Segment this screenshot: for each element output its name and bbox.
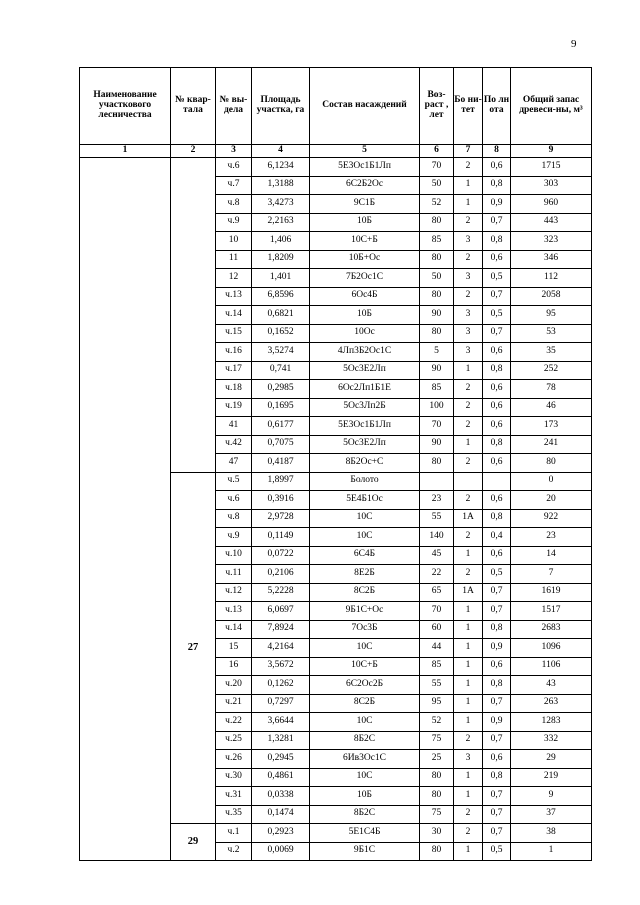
age-cell: 75 [420,805,454,824]
composition-cell: 8Б2Ос+С [310,454,420,473]
density-cell: 0,6 [483,158,511,177]
bonitet-cell: 1 [454,787,483,806]
density-cell: 0,6 [483,454,511,473]
bonitet-cell: 2 [454,565,483,584]
density-cell: 0,6 [483,380,511,399]
bonitet-cell: 1А [454,583,483,602]
volume-cell: 20 [511,491,592,510]
age-cell: 50 [420,176,454,195]
density-cell: 0,8 [483,509,511,528]
area-cell: 0,1652 [252,324,310,343]
density-cell: 0,7 [483,213,511,232]
header-bonitet: Бо ни-тет [454,68,483,145]
age-cell: 80 [420,454,454,473]
area-cell: 0,741 [252,361,310,380]
volume-cell: 1106 [511,657,592,676]
volume-cell: 346 [511,250,592,269]
area-cell: 1,8997 [252,472,310,491]
density-cell: 0,6 [483,343,511,362]
density-cell: 0,7 [483,602,511,621]
composition-cell: 10С+Б [310,657,420,676]
quarter-cell: 29 [171,824,216,861]
age-cell: 55 [420,509,454,528]
density-cell: 0,7 [483,805,511,824]
bonitet-cell: 2 [454,213,483,232]
area-cell: 0,7075 [252,435,310,454]
composition-cell: 6С2Б2Ос [310,176,420,195]
volume-cell: 95 [511,306,592,325]
age-cell: 70 [420,417,454,436]
column-number: 4 [252,145,310,158]
bonitet-cell: 2 [454,731,483,750]
bonitet-cell: 2 [454,287,483,306]
density-cell: 0,4 [483,528,511,547]
plot-number-cell: ч.16 [216,343,252,362]
composition-cell: Болото [310,472,420,491]
bonitet-cell: 2 [454,528,483,547]
bonitet-cell: 1 [454,639,483,658]
density-cell: 0,5 [483,842,511,861]
age-cell: 55 [420,676,454,695]
area-cell: 0,0069 [252,842,310,861]
header-quarter: № квар-тала [171,68,216,145]
bonitet-cell: 2 [454,454,483,473]
composition-cell: 5Е3Ос1Б1Лп [310,158,420,177]
composition-cell: 5Е1С4Б [310,824,420,843]
age-cell: 95 [420,694,454,713]
bonitet-cell: 2 [454,417,483,436]
composition-cell: 5Ос3Е2Лп [310,361,420,380]
age-cell: 22 [420,565,454,584]
plot-number-cell: ч.26 [216,750,252,769]
header-volume: Общий запас древеси-ны, м³ [511,68,592,145]
area-cell: 1,3188 [252,176,310,195]
bonitet-cell: 1 [454,361,483,380]
forest-inventory-table [79,67,592,861]
density-cell: 0,8 [483,232,511,251]
area-cell: 2,2163 [252,213,310,232]
plot-number-cell: ч.6 [216,158,252,177]
volume-cell: 53 [511,324,592,343]
density-cell: 0,8 [483,361,511,380]
plot-number-cell: ч.17 [216,361,252,380]
volume-cell: 43 [511,676,592,695]
plot-number-cell: 12 [216,269,252,288]
plot-number-cell: ч.30 [216,768,252,787]
plot-number-cell: ч.13 [216,287,252,306]
composition-cell: 9Б1С+Ос [310,602,420,621]
volume-cell: 263 [511,694,592,713]
bonitet-cell: 2 [454,250,483,269]
age-cell: 52 [420,195,454,214]
plot-number-cell: ч.11 [216,565,252,584]
area-cell: 7,8924 [252,620,310,639]
composition-cell: 10Б+Ос [310,250,420,269]
composition-cell: 8Б2С [310,805,420,824]
area-cell: 0,4861 [252,768,310,787]
column-number: 2 [171,145,216,158]
plot-number-cell: ч.12 [216,583,252,602]
header-plot: № вы-дела [216,68,252,145]
bonitet-cell: 2 [454,491,483,510]
plot-number-cell: ч.8 [216,195,252,214]
density-cell: 0,7 [483,287,511,306]
volume-cell: 37 [511,805,592,824]
age-cell: 85 [420,657,454,676]
composition-cell: 10С [310,713,420,732]
composition-cell: 7Ос3Б [310,620,420,639]
plot-number-cell: ч.9 [216,528,252,547]
composition-cell: 10С [310,639,420,658]
column-number: 6 [420,145,454,158]
area-cell: 1,401 [252,269,310,288]
volume-cell: 1517 [511,602,592,621]
age-cell: 70 [420,158,454,177]
volume-cell: 112 [511,269,592,288]
area-cell: 0,6177 [252,417,310,436]
density-cell: 0,5 [483,306,511,325]
age-cell: 30 [420,824,454,843]
area-cell: 0,2923 [252,824,310,843]
header-row [80,68,592,145]
area-cell: 0,2985 [252,380,310,399]
column-number-row [80,145,592,158]
bonitet-cell: 1 [454,842,483,861]
age-cell: 80 [420,213,454,232]
bonitet-cell: 1 [454,195,483,214]
age-cell: 52 [420,713,454,732]
bonitet-cell: 1А [454,509,483,528]
density-cell: 0,9 [483,195,511,214]
volume-cell: 219 [511,768,592,787]
density-cell: 0,9 [483,713,511,732]
bonitet-cell: 1 [454,620,483,639]
volume-cell: 922 [511,509,592,528]
plot-number-cell: ч.18 [216,380,252,399]
area-cell: 6,0697 [252,602,310,621]
density-cell: 0,8 [483,768,511,787]
composition-cell: 5Ос3Е2Лп [310,435,420,454]
bonitet-cell: 1 [454,657,483,676]
volume-cell: 9 [511,787,592,806]
column-number: 9 [511,145,592,158]
volume-cell: 7 [511,565,592,584]
column-number: 7 [454,145,483,158]
plot-number-cell: 41 [216,417,252,436]
composition-cell: 6С4Б [310,546,420,565]
volume-cell: 38 [511,824,592,843]
plot-number-cell: ч.21 [216,694,252,713]
bonitet-cell: 1 [454,176,483,195]
age-cell: 80 [420,287,454,306]
area-cell: 6,1234 [252,158,310,177]
bonitet-cell: 1 [454,676,483,695]
age-cell: 140 [420,528,454,547]
area-cell: 3,6644 [252,713,310,732]
volume-cell: 23 [511,528,592,547]
plot-number-cell: ч.25 [216,731,252,750]
area-cell: 2,9728 [252,509,310,528]
age-cell: 90 [420,361,454,380]
age-cell: 80 [420,768,454,787]
composition-cell: 10С [310,528,420,547]
composition-cell: 6Ив3Ос1С [310,750,420,769]
plot-number-cell: ч.9 [216,213,252,232]
bonitet-cell: 1 [454,713,483,732]
plot-number-cell: ч.13 [216,602,252,621]
volume-cell: 1619 [511,583,592,602]
age-cell: 44 [420,639,454,658]
volume-cell: 0 [511,472,592,491]
age-cell: 90 [420,306,454,325]
plot-number-cell: ч.7 [216,176,252,195]
quarter-cell [171,158,216,473]
volume-cell: 960 [511,195,592,214]
area-cell: 1,8209 [252,250,310,269]
area-cell: 0,4187 [252,454,310,473]
plot-number-cell: ч.15 [216,324,252,343]
age-cell: 80 [420,787,454,806]
header-area: Площадь участка, га [252,68,310,145]
area-cell: 0,1149 [252,528,310,547]
density-cell: 0,8 [483,676,511,695]
age-cell: 90 [420,435,454,454]
volume-cell: 1096 [511,639,592,658]
composition-cell: 8Е2Б [310,565,420,584]
bonitet-cell: 2 [454,398,483,417]
volume-cell: 80 [511,454,592,473]
density-cell: 0,7 [483,694,511,713]
area-cell: 3,5274 [252,343,310,362]
volume-cell: 2058 [511,287,592,306]
plot-number-cell: ч.8 [216,509,252,528]
column-number: 5 [310,145,420,158]
bonitet-cell: 1 [454,602,483,621]
composition-cell: 4Лп3Б2Ос1С [310,343,420,362]
header-age: Воз-раст , лет [420,68,454,145]
composition-cell: 10Б [310,213,420,232]
plot-number-cell: ч.35 [216,805,252,824]
density-cell: 0,7 [483,731,511,750]
density-cell: 0,8 [483,435,511,454]
area-cell: 1,3281 [252,731,310,750]
age-cell: 23 [420,491,454,510]
composition-cell: 6Ос4Б [310,287,420,306]
area-cell: 3,5672 [252,657,310,676]
area-cell: 0,2106 [252,565,310,584]
age-cell: 70 [420,602,454,621]
composition-cell: 8С2Б [310,694,420,713]
plot-number-cell: ч.19 [216,398,252,417]
volume-cell: 332 [511,731,592,750]
composition-cell: 6Ос2Лп1Б1Е [310,380,420,399]
bonitet-cell: 3 [454,232,483,251]
density-cell: 0,6 [483,398,511,417]
age-cell: 25 [420,750,454,769]
composition-cell: 10С [310,768,420,787]
plot-number-cell: 47 [216,454,252,473]
age-cell: 85 [420,232,454,251]
bonitet-cell [454,472,483,491]
composition-cell: 9С1Б [310,195,420,214]
volume-cell: 443 [511,213,592,232]
plot-number-cell: ч.1 [216,824,252,843]
density-cell: 0,5 [483,269,511,288]
area-cell: 0,0338 [252,787,310,806]
table-body [80,158,592,861]
density-cell: 0,7 [483,324,511,343]
bonitet-cell: 3 [454,306,483,325]
bonitet-cell: 1 [454,694,483,713]
area-cell: 0,7297 [252,694,310,713]
composition-cell: 5Е3Ос1Б1Лп [310,417,420,436]
age-cell: 75 [420,731,454,750]
density-cell: 0,6 [483,750,511,769]
area-cell: 0,6821 [252,306,310,325]
plot-number-cell: ч.22 [216,713,252,732]
age-cell: 60 [420,620,454,639]
composition-cell: 10С+Б [310,232,420,251]
density-cell [483,472,511,491]
volume-cell: 323 [511,232,592,251]
density-cell: 0,8 [483,176,511,195]
volume-cell: 78 [511,380,592,399]
area-cell: 0,0722 [252,546,310,565]
density-cell: 0,6 [483,657,511,676]
area-cell: 0,1474 [252,805,310,824]
composition-cell: 5Ос3Лп2Б [310,398,420,417]
plot-number-cell: ч.2 [216,842,252,861]
volume-cell: 1715 [511,158,592,177]
age-cell [420,472,454,491]
age-cell: 65 [420,583,454,602]
plot-number-cell: 15 [216,639,252,658]
column-number: 8 [483,145,511,158]
area-cell: 0,2945 [252,750,310,769]
bonitet-cell: 1 [454,435,483,454]
composition-cell: 10Ос [310,324,420,343]
header-composition: Состав насаждений [310,68,420,145]
volume-cell: 2683 [511,620,592,639]
volume-cell: 173 [511,417,592,436]
bonitet-cell: 2 [454,824,483,843]
forestry-name-cell [80,158,171,861]
area-cell: 0,1262 [252,676,310,695]
age-cell: 45 [420,546,454,565]
plot-number-cell: ч.14 [216,620,252,639]
table-row [80,158,592,177]
composition-cell: 10Б [310,306,420,325]
area-cell: 0,3916 [252,491,310,510]
volume-cell: 29 [511,750,592,769]
age-cell: 80 [420,324,454,343]
age-cell: 100 [420,398,454,417]
composition-cell: 10С [310,509,420,528]
plot-number-cell: ч.10 [216,546,252,565]
density-cell: 0,8 [483,620,511,639]
density-cell: 0,7 [483,583,511,602]
composition-cell: 8Б2С [310,731,420,750]
plot-number-cell: 10 [216,232,252,251]
plot-number-cell: ч.14 [216,306,252,325]
plot-number-cell: ч.20 [216,676,252,695]
bonitet-cell: 2 [454,158,483,177]
composition-cell: 6С2Ос2Б [310,676,420,695]
bonitet-cell: 3 [454,343,483,362]
density-cell: 0,6 [483,546,511,565]
plot-number-cell: 11 [216,250,252,269]
density-cell: 0,7 [483,787,511,806]
area-cell: 4,2164 [252,639,310,658]
plot-number-cell: ч.6 [216,491,252,510]
composition-cell: 5Е4Б1Ос [310,491,420,510]
age-cell: 5 [420,343,454,362]
page-number: 9 [571,38,577,50]
quarter-cell: 27 [171,472,216,824]
age-cell: 80 [420,842,454,861]
composition-cell: 10Б [310,787,420,806]
density-cell: 0,6 [483,250,511,269]
column-number: 1 [80,145,171,158]
bonitet-cell: 3 [454,269,483,288]
density-cell: 0,9 [483,639,511,658]
density-cell: 0,6 [483,417,511,436]
column-number: 3 [216,145,252,158]
bonitet-cell: 1 [454,768,483,787]
plot-number-cell: 16 [216,657,252,676]
area-cell: 5,2228 [252,583,310,602]
volume-cell: 46 [511,398,592,417]
volume-cell: 1 [511,842,592,861]
volume-cell: 1283 [511,713,592,732]
bonitet-cell: 3 [454,324,483,343]
density-cell: 0,6 [483,491,511,510]
bonitet-cell: 1 [454,546,483,565]
composition-cell: 8С2Б [310,583,420,602]
bonitet-cell: 2 [454,380,483,399]
volume-cell: 14 [511,546,592,565]
age-cell: 50 [420,269,454,288]
bonitet-cell: 3 [454,750,483,769]
header-density: По лн ота [483,68,511,145]
density-cell: 0,5 [483,565,511,584]
area-cell: 3,4273 [252,195,310,214]
age-cell: 80 [420,250,454,269]
age-cell: 85 [420,380,454,399]
area-cell: 0,1695 [252,398,310,417]
area-cell: 1,406 [252,232,310,251]
header-forestry-name: Наименование участкового лесничества [80,68,171,145]
plot-number-cell: ч.42 [216,435,252,454]
plot-number-cell: ч.31 [216,787,252,806]
volume-cell: 241 [511,435,592,454]
composition-cell: 9Б1С [310,842,420,861]
density-cell: 0,7 [483,824,511,843]
area-cell: 6,8596 [252,287,310,306]
volume-cell: 303 [511,176,592,195]
bonitet-cell: 2 [454,805,483,824]
composition-cell: 7Б2Ос1С [310,269,420,288]
plot-number-cell: ч.5 [216,472,252,491]
volume-cell: 252 [511,361,592,380]
volume-cell: 35 [511,343,592,362]
